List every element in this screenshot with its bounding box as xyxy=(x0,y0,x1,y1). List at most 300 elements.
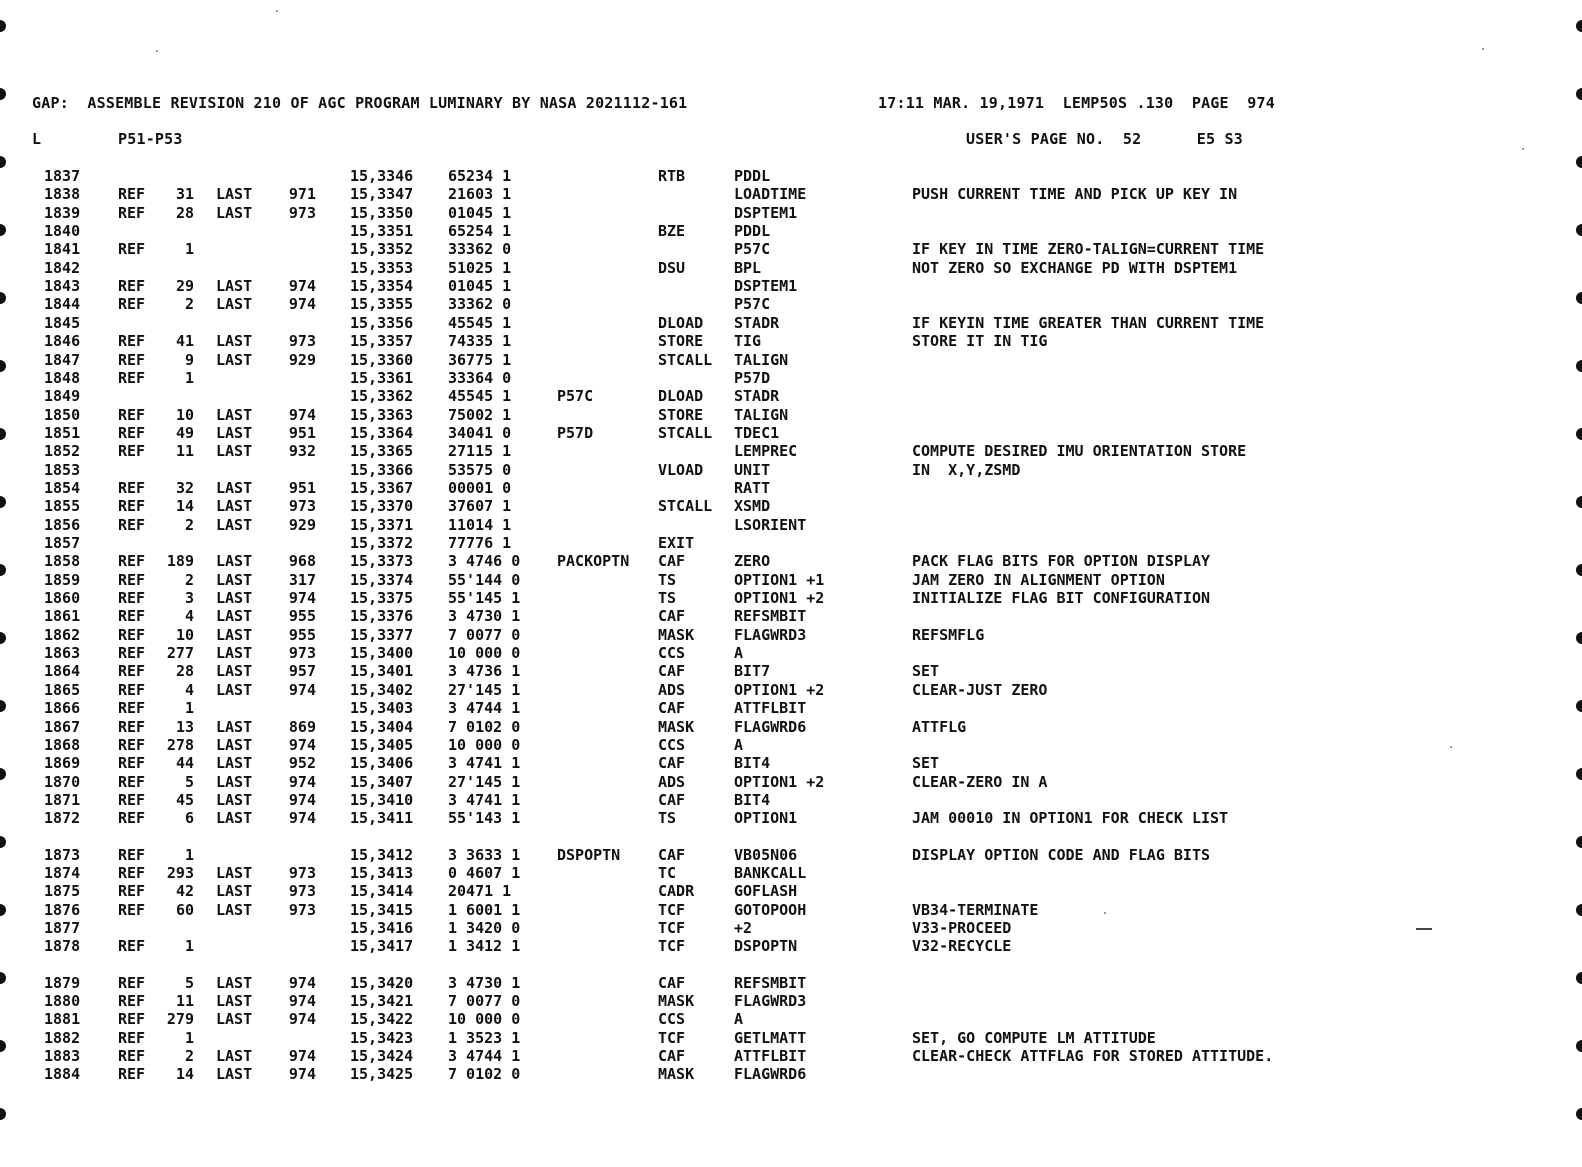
listing-refn: 1 xyxy=(184,368,194,387)
listing-last: LAST xyxy=(216,497,253,516)
listing-refn: 2 xyxy=(184,295,194,314)
listing-line: 1842 xyxy=(44,258,81,277)
listing-line: 1880 xyxy=(44,992,81,1011)
listing-operand: P57C xyxy=(734,240,771,259)
listing-word: 00001 0 xyxy=(448,478,512,497)
listing-comment: SET xyxy=(912,662,940,681)
listing-addr: 15,3417 xyxy=(350,937,414,956)
listing-line: 1878 xyxy=(44,937,81,956)
listing-line: 1837 xyxy=(44,167,81,185)
listing-ref: REF xyxy=(118,882,146,901)
listing-label: P57D xyxy=(557,423,594,442)
listing-comment: IN X,Y,ZSMD xyxy=(912,460,1021,479)
listing-word: 01045 1 xyxy=(448,203,512,222)
listing-refn: 45 xyxy=(175,790,194,809)
listing-refn: 277 xyxy=(166,644,194,663)
feed-hole xyxy=(1576,156,1582,168)
listing-lastn: 929 xyxy=(288,350,316,369)
listing-refn: 2 xyxy=(184,1047,194,1066)
listing-ref: REF xyxy=(118,570,146,589)
listing-op: TC xyxy=(658,863,677,882)
listing-op: STCALL xyxy=(658,350,713,369)
listing-addr: 15,3366 xyxy=(350,460,414,479)
listing-operand: GOFLASH xyxy=(734,882,798,901)
listing-addr: 15,3360 xyxy=(350,350,414,369)
listing-word: 7 0077 0 xyxy=(448,992,521,1011)
listing-lastn: 317 xyxy=(288,570,316,589)
listing-lastn: 951 xyxy=(288,423,316,442)
listing-operand: RATT xyxy=(734,478,771,497)
listing-ref: REF xyxy=(118,203,146,222)
feed-hole xyxy=(1576,292,1582,304)
scan-speck xyxy=(1450,746,1452,748)
listing-addr: 15,3403 xyxy=(350,699,414,718)
feed-hole xyxy=(0,904,6,916)
listing-lastn: 957 xyxy=(288,662,316,681)
listing-operand: BIT4 xyxy=(734,754,771,773)
listing-addr: 15,3420 xyxy=(350,973,414,992)
scan-mark xyxy=(1416,928,1432,930)
feed-hole xyxy=(1576,632,1582,644)
listing-line: 1866 xyxy=(44,699,81,718)
listing-lastn: 974 xyxy=(288,277,316,296)
listing-word: 45545 1 xyxy=(448,387,512,406)
listing-lastn: 974 xyxy=(288,405,316,424)
feed-hole xyxy=(1576,904,1582,916)
listing-ref: REF xyxy=(118,735,146,754)
listing-operand: OPTION1 +2 xyxy=(734,772,825,791)
listing-lastn: 929 xyxy=(288,515,316,534)
listing-refn: 28 xyxy=(175,203,194,222)
listing-comment: PUSH CURRENT TIME AND PICK UP KEY IN xyxy=(912,185,1238,204)
header-assembly-info: GAP: ASSEMBLE REVISION 210 OF AGC PROGRAM LUMINARY BY NASA 2021112-161 xyxy=(32,94,688,112)
scan-speck xyxy=(1482,48,1484,50)
listing-line: 1864 xyxy=(44,662,81,681)
listing-last: LAST xyxy=(216,589,253,608)
listing-ref: REF xyxy=(118,717,146,736)
listing-addr: 15,3410 xyxy=(350,790,414,809)
feed-hole xyxy=(0,564,6,576)
listing-ref: REF xyxy=(118,185,146,204)
listing-last: LAST xyxy=(216,735,253,754)
listing-comment: SET, GO COMPUTE LM ATTITUDE xyxy=(912,1028,1156,1047)
listing-ref: REF xyxy=(118,680,146,699)
listing-last: LAST xyxy=(216,680,253,699)
listing-addr: 15,3401 xyxy=(350,662,414,681)
listing-refn: 1 xyxy=(184,699,194,718)
listing-word: 10 000 0 xyxy=(448,735,521,754)
listing-line: 1851 xyxy=(44,423,81,442)
listing-comment: CLEAR-ZERO IN A xyxy=(912,772,1048,791)
feed-hole xyxy=(0,360,6,372)
listing-last: LAST xyxy=(216,754,253,773)
listing-comment: NOT ZERO SO EXCHANGE PD WITH DSPTEM1 xyxy=(912,258,1238,277)
listing-word: 3 4744 1 xyxy=(448,699,521,718)
listing-line: 1846 xyxy=(44,332,81,351)
feed-hole xyxy=(1576,564,1582,576)
listing-ref: REF xyxy=(118,1065,146,1084)
listing-operand: REFSMBIT xyxy=(734,607,807,626)
feed-hole xyxy=(0,768,6,780)
listing-ref: REF xyxy=(118,992,146,1011)
listing-operand: TDEC1 xyxy=(734,423,780,442)
listing-refn: 189 xyxy=(166,552,194,571)
listing-comment: IF KEYIN TIME GREATER THAN CURRENT TIME xyxy=(912,313,1265,332)
listing-lastn: 974 xyxy=(288,973,316,992)
listing-word: 33362 0 xyxy=(448,295,512,314)
listing-last: LAST xyxy=(216,973,253,992)
listing-addr: 15,3376 xyxy=(350,607,414,626)
listing-op: CAF xyxy=(658,845,686,864)
listing-operand: REFSMBIT xyxy=(734,973,807,992)
listing-word: 1 3420 0 xyxy=(448,919,521,937)
listing-line: 1848 xyxy=(44,368,81,387)
listing-last: LAST xyxy=(216,882,253,901)
scan-speck xyxy=(276,10,278,12)
listing-operand: OPTION1 xyxy=(734,809,798,828)
listing-lastn: 955 xyxy=(288,607,316,626)
listing-last: LAST xyxy=(216,1010,253,1029)
listing-refn: 41 xyxy=(175,332,194,351)
listing-ref: REF xyxy=(118,937,146,956)
listing-lastn: 951 xyxy=(288,478,316,497)
listing-comment: JAM 00010 IN OPTION1 FOR CHECK LIST xyxy=(912,809,1229,828)
listing-lastn: 974 xyxy=(288,589,316,608)
listing-ref: REF xyxy=(118,1028,146,1047)
feed-hole xyxy=(0,156,6,168)
listing-operand: BANKCALL xyxy=(734,863,807,882)
listing-op: CAF xyxy=(658,973,686,992)
listing-word: 11014 1 xyxy=(448,515,512,534)
listing-ref: REF xyxy=(118,277,146,296)
listing-last: LAST xyxy=(216,515,253,534)
listing-addr: 15,3372 xyxy=(350,534,414,552)
listing-comment: VB34-TERMINATE xyxy=(912,900,1039,919)
listing-op: CAF xyxy=(658,662,686,681)
listing-word: 3 4741 1 xyxy=(448,754,521,773)
listing-addr: 15,3353 xyxy=(350,258,414,277)
listing-label: DSPOPTN xyxy=(557,845,621,864)
listing-word: 7 0077 0 xyxy=(448,625,521,644)
header-listing-code: L xyxy=(32,130,42,148)
listing-addr: 15,3404 xyxy=(350,717,414,736)
listing-word: 10 000 0 xyxy=(448,644,521,663)
listing-addr: 15,3415 xyxy=(350,900,414,919)
listing-lastn: 973 xyxy=(288,882,316,901)
listing-op: CADR xyxy=(658,882,695,901)
listing-last: LAST xyxy=(216,900,253,919)
listing-addr: 15,3414 xyxy=(350,882,414,901)
listing-lastn: 932 xyxy=(288,442,316,461)
listing-addr: 15,3424 xyxy=(350,1047,414,1066)
listing-refn: 49 xyxy=(175,423,194,442)
listing-refn: 14 xyxy=(175,1065,194,1084)
listing-word: 10 000 0 xyxy=(448,1010,521,1029)
listing-refn: 1 xyxy=(184,240,194,259)
listing-op: TS xyxy=(658,589,677,608)
listing-addr: 15,3357 xyxy=(350,332,414,351)
listing-ref: REF xyxy=(118,699,146,718)
listing-ref: REF xyxy=(118,497,146,516)
listing-lastn: 973 xyxy=(288,644,316,663)
listing-line: 1850 xyxy=(44,405,81,424)
listing-refn: 11 xyxy=(175,442,194,461)
listing-addr: 15,3367 xyxy=(350,478,414,497)
listing-addr: 15,3347 xyxy=(350,185,414,204)
listing-op: MASK xyxy=(658,992,695,1011)
listing-op: MASK xyxy=(658,625,695,644)
listing-last: LAST xyxy=(216,863,253,882)
listing-word: 20471 1 xyxy=(448,882,512,901)
listing-op: CAF xyxy=(658,754,686,773)
listing-op: CCS xyxy=(658,644,686,663)
listing-word: 53575 0 xyxy=(448,460,512,479)
listing-ref: REF xyxy=(118,790,146,809)
listing-refn: 3 xyxy=(184,589,194,608)
listing-word: 7 0102 0 xyxy=(448,717,521,736)
listing-word: 55'143 1 xyxy=(448,809,521,828)
listing-comment: SET xyxy=(912,754,940,773)
listing-operand: P57C xyxy=(734,295,771,314)
listing-op: RTB xyxy=(658,167,686,185)
feed-hole xyxy=(0,428,6,440)
listing-refn: 278 xyxy=(166,735,194,754)
listing-line: 1840 xyxy=(44,222,81,241)
listing-addr: 15,3407 xyxy=(350,772,414,791)
listing-lastn: 974 xyxy=(288,992,316,1011)
listing-word: 37607 1 xyxy=(448,497,512,516)
listing-last: LAST xyxy=(216,992,253,1011)
listing-lastn: 968 xyxy=(288,552,316,571)
listing-word: 27'145 1 xyxy=(448,772,521,791)
listing-word: 55'144 0 xyxy=(448,570,521,589)
listing-comment: V33-PROCEED xyxy=(912,919,1012,937)
listing-ref: REF xyxy=(118,1010,146,1029)
listing-last: LAST xyxy=(216,405,253,424)
listing-op: CCS xyxy=(658,1010,686,1029)
listing-refn: 4 xyxy=(184,680,194,699)
listing-word: 1 3412 1 xyxy=(448,937,521,956)
listing-operand: P57D xyxy=(734,368,771,387)
listing-operand: GETLMATT xyxy=(734,1028,807,1047)
listing-operand: BPL xyxy=(734,258,762,277)
listing-line: 1871 xyxy=(44,790,81,809)
listing-word: 74335 1 xyxy=(448,332,512,351)
listing-ref: REF xyxy=(118,973,146,992)
scan-speck xyxy=(156,50,158,52)
listing-word: 34041 0 xyxy=(448,423,512,442)
listing-last: LAST xyxy=(216,717,253,736)
listing-op: CAF xyxy=(658,552,686,571)
listing-refn: 44 xyxy=(175,754,194,773)
listing-comment: JAM ZERO IN ALIGNMENT OPTION xyxy=(912,570,1165,589)
listing-operand: XSMD xyxy=(734,497,771,516)
feed-hole xyxy=(1576,428,1582,440)
feed-hole xyxy=(1576,836,1582,848)
listing-word: 21603 1 xyxy=(448,185,512,204)
listing-lastn: 973 xyxy=(288,332,316,351)
listing-lastn: 974 xyxy=(288,809,316,828)
listing-ref: REF xyxy=(118,478,146,497)
listing-line: 1849 xyxy=(44,387,81,406)
listing-operand: LSORIENT xyxy=(734,515,807,534)
listing-lastn: 974 xyxy=(288,680,316,699)
listing-line: 1863 xyxy=(44,644,81,663)
listing-operand: STADR xyxy=(734,387,780,406)
listing-line: 1872 xyxy=(44,809,81,828)
listing-last: LAST xyxy=(216,203,253,222)
listing-word: 3 4744 1 xyxy=(448,1047,521,1066)
listing-op: CAF xyxy=(658,1047,686,1066)
listing-refn: 293 xyxy=(166,863,194,882)
listing-word: 3 4741 1 xyxy=(448,790,521,809)
listing-word: 27'145 1 xyxy=(448,680,521,699)
listing-comment: COMPUTE DESIRED IMU ORIENTATION STORE xyxy=(912,442,1247,461)
listing-line: 1847 xyxy=(44,350,81,369)
listing-addr: 15,3371 xyxy=(350,515,414,534)
listing-lastn: 974 xyxy=(288,295,316,314)
listing-ref: REF xyxy=(118,1047,146,1066)
listing-operand: BIT7 xyxy=(734,662,771,681)
listing-comment: CLEAR-JUST ZERO xyxy=(912,680,1048,699)
listing-operand: FLAGWRD6 xyxy=(734,717,807,736)
listing-word: 36775 1 xyxy=(448,350,512,369)
listing-op: TCF xyxy=(658,1028,686,1047)
listing-op: TCF xyxy=(658,937,686,956)
listing-lastn: 974 xyxy=(288,735,316,754)
listing-word: 7 0102 0 xyxy=(448,1065,521,1084)
listing-addr: 15,3406 xyxy=(350,754,414,773)
listing-addr: 15,3416 xyxy=(350,919,414,937)
listing-operand: TALIGN xyxy=(734,405,789,424)
listing-operand: A xyxy=(734,735,744,754)
listing-op: DLOAD xyxy=(658,313,704,332)
listing-refn: 2 xyxy=(184,570,194,589)
listing-ref: REF xyxy=(118,589,146,608)
listing-refn: 5 xyxy=(184,772,194,791)
listing-operand: FLAGWRD6 xyxy=(734,1065,807,1084)
listing-refn: 6 xyxy=(184,809,194,828)
listing-operand: PDDL xyxy=(734,222,771,241)
feed-hole xyxy=(0,1040,6,1052)
feed-hole xyxy=(1576,360,1582,372)
listing-lastn: 974 xyxy=(288,772,316,791)
listing-word: 75002 1 xyxy=(448,405,512,424)
listing-addr: 15,3361 xyxy=(350,368,414,387)
listing-last: LAST xyxy=(216,644,253,663)
listing-ref: REF xyxy=(118,240,146,259)
listing-line: 1861 xyxy=(44,607,81,626)
listing-addr: 15,3351 xyxy=(350,222,414,241)
listing-lastn: 952 xyxy=(288,754,316,773)
listing-last: LAST xyxy=(216,625,253,644)
listing-addr: 15,3423 xyxy=(350,1028,414,1047)
listing-comment: IF KEY IN TIME ZERO-TALIGN=CURRENT TIME xyxy=(912,240,1265,259)
listing-refn: 1 xyxy=(184,845,194,864)
listing-ref: REF xyxy=(118,552,146,571)
listing-comment: STORE IT IN TIG xyxy=(912,332,1048,351)
listing-last: LAST xyxy=(216,478,253,497)
listing-operand: TIG xyxy=(734,332,762,351)
listing-line: 1869 xyxy=(44,754,81,773)
listing-op: BZE xyxy=(658,222,686,241)
listing-lastn: 973 xyxy=(288,863,316,882)
listing-word: 33362 0 xyxy=(448,240,512,259)
listing-last: LAST xyxy=(216,423,253,442)
listing-ref: REF xyxy=(118,863,146,882)
feed-hole xyxy=(1576,1108,1582,1120)
listing-word: 1 3523 1 xyxy=(448,1028,521,1047)
listing-label: P57C xyxy=(557,387,594,406)
listing-line: 1868 xyxy=(44,735,81,754)
listing-line: 1862 xyxy=(44,625,81,644)
listing-addr: 15,3363 xyxy=(350,405,414,424)
listing-line: 1860 xyxy=(44,589,81,608)
listing-last: LAST xyxy=(216,332,253,351)
listing-operand: OPTION1 +2 xyxy=(734,589,825,608)
listing-ref: REF xyxy=(118,754,146,773)
listing-operand: FLAGWRD3 xyxy=(734,992,807,1011)
listing-refn: 13 xyxy=(175,717,194,736)
listing-refn: 28 xyxy=(175,662,194,681)
listing-op: TS xyxy=(658,570,677,589)
listing-addr: 15,3412 xyxy=(350,845,414,864)
listing-ref: REF xyxy=(118,625,146,644)
listing-ref: REF xyxy=(118,772,146,791)
listing-lastn: 955 xyxy=(288,625,316,644)
listing-operand: A xyxy=(734,644,744,663)
listing-line: 1839 xyxy=(44,203,81,222)
listing-word: 0 4607 1 xyxy=(448,863,521,882)
listing-ref: REF xyxy=(118,423,146,442)
listing-line: 1854 xyxy=(44,478,81,497)
listing-word: 65254 1 xyxy=(448,222,512,241)
listing-ref: REF xyxy=(118,515,146,534)
listing-op: CAF xyxy=(658,699,686,718)
listing-line: 1858 xyxy=(44,552,81,571)
listing-operand: DSPTEM1 xyxy=(734,203,798,222)
listing-op: DSU xyxy=(658,258,686,277)
feed-hole xyxy=(0,836,6,848)
listing-refn: 5 xyxy=(184,973,194,992)
listing-operand: LOADTIME xyxy=(734,185,807,204)
listing-addr: 15,3422 xyxy=(350,1010,414,1029)
listing-comment: ATTFLG xyxy=(912,717,967,736)
header-section: P51-P53 xyxy=(118,130,183,148)
feed-hole xyxy=(1576,88,1582,100)
listing-comment: DISPLAY OPTION CODE AND FLAG BITS xyxy=(912,845,1211,864)
feed-hole xyxy=(0,632,6,644)
listing-ref: REF xyxy=(118,644,146,663)
listing-line: 1865 xyxy=(44,680,81,699)
feed-hole xyxy=(0,972,6,984)
feed-hole xyxy=(0,88,6,100)
listing-last: LAST xyxy=(216,350,253,369)
listing-operand: OPTION1 +1 xyxy=(734,570,825,589)
listing-refn: 42 xyxy=(175,882,194,901)
listing-last: LAST xyxy=(216,442,253,461)
listing-comment: CLEAR-CHECK ATTFLAG FOR STORED ATTITUDE. xyxy=(912,1047,1274,1066)
listing-addr: 15,3350 xyxy=(350,203,414,222)
listing-word: 01045 1 xyxy=(448,277,512,296)
listing-op: TCF xyxy=(658,900,686,919)
listing-last: LAST xyxy=(216,295,253,314)
listing-ref: REF xyxy=(118,607,146,626)
listing-op: MASK xyxy=(658,1065,695,1084)
listing-refn: 11 xyxy=(175,992,194,1011)
listing-line: 1883 xyxy=(44,1047,81,1066)
listing-last: LAST xyxy=(216,1047,253,1066)
